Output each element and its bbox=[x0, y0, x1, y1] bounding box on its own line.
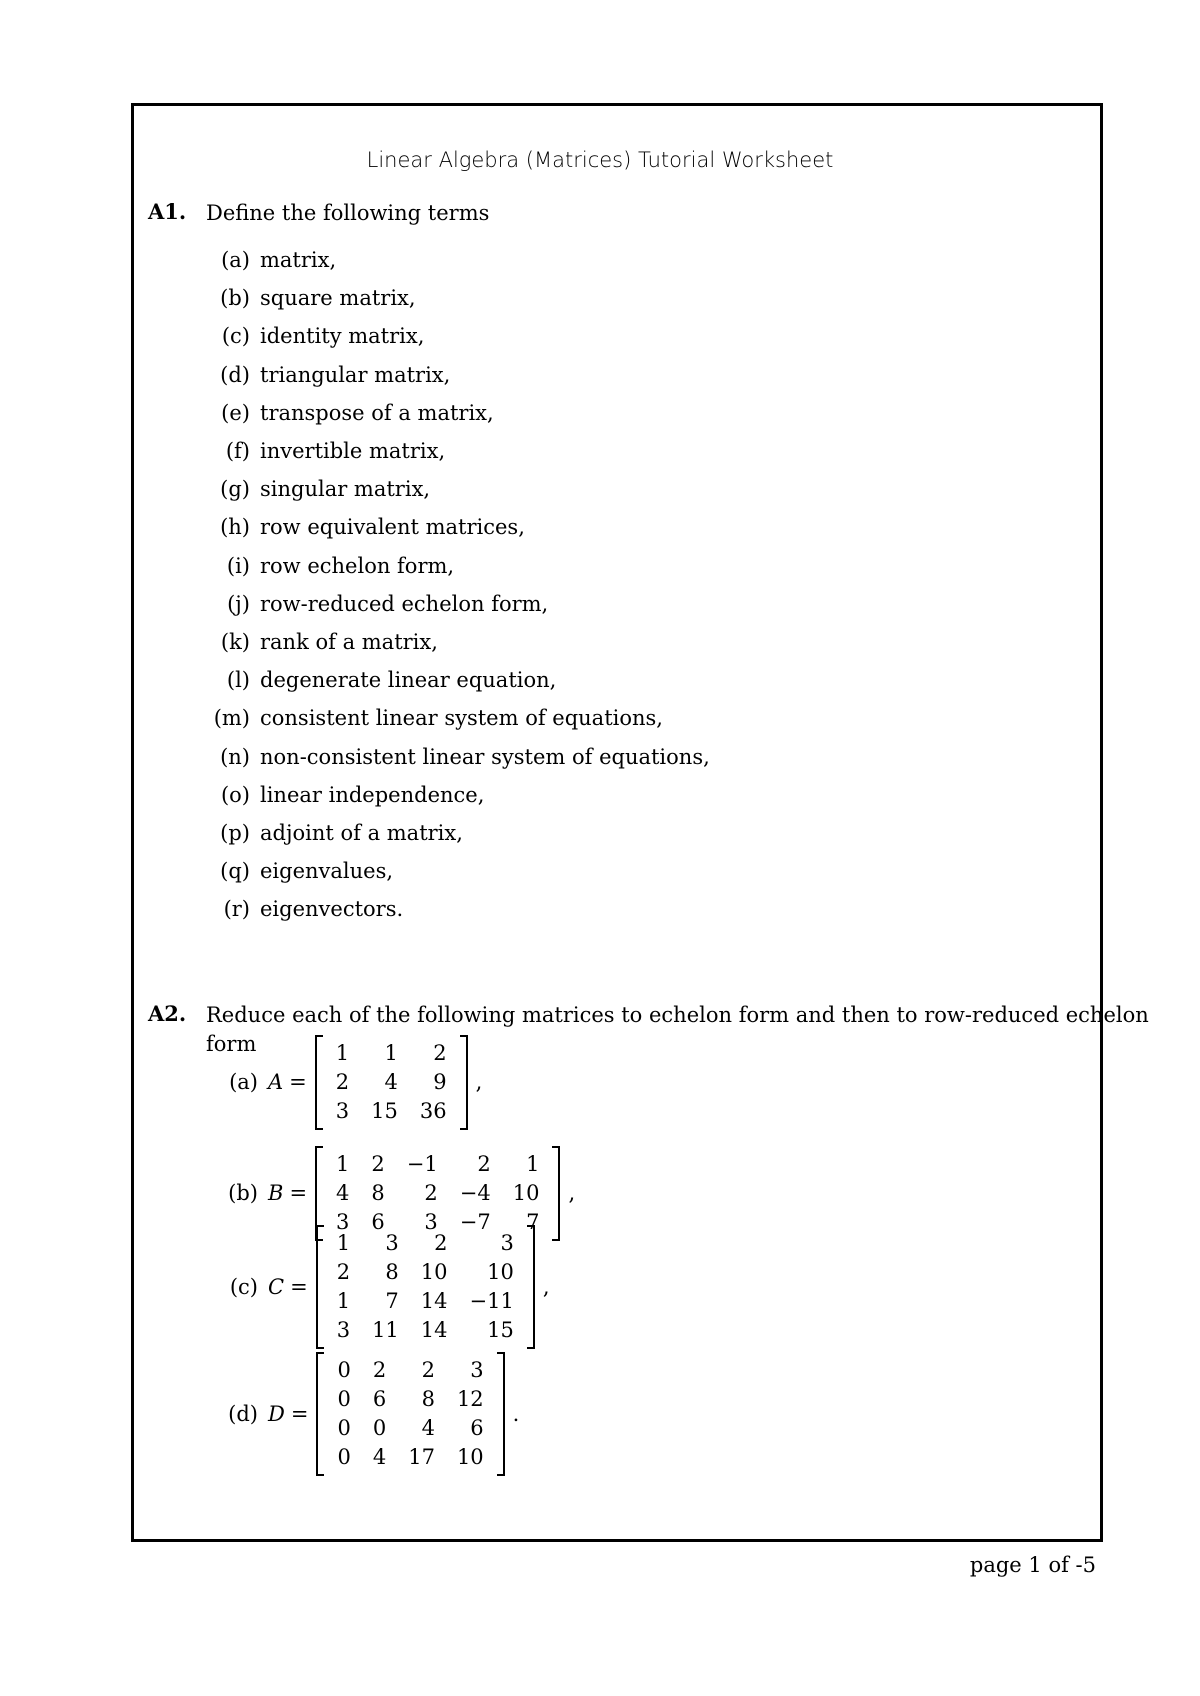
matrix-punctuation: . bbox=[512, 1402, 520, 1426]
equals-sign: = bbox=[290, 1402, 309, 1426]
matrix-cell: 0 bbox=[337, 1445, 351, 1469]
matrix-cell: 6 bbox=[470, 1416, 484, 1440]
matrix-row bbox=[325, 1179, 550, 1208]
list-item-label: (r) bbox=[223, 897, 250, 922]
list-item-label: (o) bbox=[220, 782, 250, 807]
matrix-cell: −4 bbox=[459, 1180, 491, 1205]
list-item-text: degenerate linear equation, bbox=[260, 668, 557, 693]
list-item-label: (p) bbox=[220, 821, 250, 845]
matrix-cell: 7 bbox=[526, 1209, 540, 1234]
equals-sign: = bbox=[290, 1275, 308, 1299]
matrix-row bbox=[326, 1385, 494, 1414]
list-item-label: (h) bbox=[220, 515, 250, 540]
list-item-text: singular matrix, bbox=[260, 477, 431, 502]
list-item-text: linear independence, bbox=[260, 782, 485, 807]
matrix-cell: 2 bbox=[335, 1069, 350, 1094]
matrix-row bbox=[326, 1356, 494, 1385]
matrix-table bbox=[325, 1150, 550, 1237]
list-item bbox=[196, 437, 445, 465]
matrix-cell: 3 bbox=[424, 1209, 438, 1234]
matrix-cell: 10 bbox=[512, 1180, 540, 1205]
list-item-text: transpose of a matrix, bbox=[260, 400, 494, 425]
question-a2-text-line2: form bbox=[206, 1032, 257, 1056]
matrix-cell: 0 bbox=[372, 1416, 387, 1440]
matrix-cell: 1 bbox=[526, 1151, 540, 1176]
matrix-cell: 2 bbox=[424, 1180, 438, 1205]
matrix-item-label: (d) bbox=[228, 1402, 258, 1426]
list-item-text: matrix, bbox=[260, 248, 337, 272]
matrix-cell: 6 bbox=[371, 1209, 385, 1234]
matrix-cell: 2 bbox=[434, 1231, 448, 1255]
matrix-cell: 8 bbox=[371, 1180, 385, 1205]
matrix-cell: 4 bbox=[421, 1416, 435, 1440]
matrix-cell: 4 bbox=[336, 1180, 350, 1205]
list-item-label: (l) bbox=[226, 668, 250, 693]
page-number: page 1 of -5 bbox=[969, 1553, 1096, 1577]
list-item-label: (d) bbox=[220, 362, 250, 387]
equals-sign: = bbox=[289, 1070, 307, 1094]
matrix-item bbox=[210, 1148, 575, 1239]
matrix-row bbox=[326, 1316, 525, 1345]
matrix-cell: 2 bbox=[372, 1358, 387, 1382]
list-item bbox=[196, 628, 438, 656]
matrix-cell: 15 bbox=[371, 1098, 398, 1123]
matrix-item bbox=[210, 1354, 519, 1474]
page-title: Linear Algebra (Matrices) Tutorial Worksheet bbox=[366, 148, 834, 172]
list-item-text: rank of a matrix, bbox=[260, 630, 438, 654]
matrix-cell: 2 bbox=[433, 1040, 447, 1065]
matrix-cell: 8 bbox=[385, 1260, 399, 1284]
list-item-text: row-reduced echelon form, bbox=[260, 591, 549, 616]
list-item bbox=[196, 246, 336, 274]
matrix-cell: 0 bbox=[337, 1387, 351, 1411]
list-item-text: non-consistent linear system of equations, bbox=[260, 744, 710, 769]
matrix-cell: 36 bbox=[419, 1098, 447, 1123]
matrix-cell: 2 bbox=[336, 1260, 351, 1284]
matrix-name: B bbox=[268, 1181, 284, 1205]
list-item-label: (c) bbox=[221, 324, 250, 349]
list-item bbox=[196, 513, 525, 541]
matrix-cell: 3 bbox=[470, 1358, 484, 1382]
equals-sign: = bbox=[289, 1181, 308, 1205]
list-item bbox=[196, 590, 548, 618]
question-a1-label: A1. bbox=[148, 199, 187, 224]
question-a2-text-line1: Reduce each of the following matrices to echelon form and then to row-reduced echelon bbox=[206, 1003, 1149, 1027]
matrix-cell: 10 bbox=[420, 1260, 448, 1284]
matrix-cell: 10 bbox=[456, 1445, 484, 1469]
matrix-bracket bbox=[316, 1227, 535, 1347]
matrix-cell: 3 bbox=[336, 1209, 350, 1234]
matrix-cell: 1 bbox=[336, 1151, 350, 1176]
matrix-cell: 15 bbox=[487, 1318, 514, 1342]
list-item bbox=[196, 895, 403, 923]
matrix-punctuation: , bbox=[568, 1181, 576, 1205]
matrix-cell: 4 bbox=[372, 1445, 387, 1469]
list-item-text: triangular matrix, bbox=[260, 362, 451, 387]
matrix-cell: 6 bbox=[372, 1387, 387, 1411]
list-item-label: (j) bbox=[227, 591, 250, 616]
matrix-table bbox=[326, 1356, 494, 1472]
list-item-text: consistent linear system of equations, bbox=[260, 706, 663, 731]
list-item-label: (n) bbox=[220, 744, 250, 769]
matrix-cell: 1 bbox=[336, 1231, 351, 1255]
list-item bbox=[196, 704, 663, 732]
matrix-cell: 4 bbox=[384, 1069, 398, 1094]
matrix-cell: 1 bbox=[384, 1040, 398, 1065]
question-a1-text: Define the following terms bbox=[206, 201, 490, 225]
list-item-text: adjoint of a matrix, bbox=[260, 821, 463, 845]
matrix-row bbox=[325, 1068, 458, 1097]
matrix-cell: 7 bbox=[385, 1289, 399, 1313]
list-item-label: (b) bbox=[220, 286, 250, 311]
matrix-cell: 3 bbox=[385, 1231, 399, 1255]
list-item bbox=[196, 475, 430, 503]
matrix-cell: 3 bbox=[500, 1231, 514, 1255]
matrix-row bbox=[326, 1287, 525, 1316]
matrix-row bbox=[326, 1443, 494, 1472]
list-item bbox=[196, 743, 710, 771]
matrix-bracket bbox=[315, 1037, 468, 1128]
matrix-cell: 14 bbox=[420, 1289, 448, 1313]
matrix-cell: 8 bbox=[421, 1387, 435, 1411]
matrix-name: C bbox=[268, 1275, 285, 1299]
list-item bbox=[196, 781, 484, 809]
matrix-row bbox=[326, 1414, 494, 1443]
matrix-cell: 3 bbox=[336, 1318, 351, 1342]
matrix-punctuation: , bbox=[542, 1275, 550, 1299]
list-item-label: (f) bbox=[225, 439, 250, 463]
list-item-label: (k) bbox=[220, 630, 250, 654]
list-item-text: identity matrix, bbox=[260, 324, 425, 349]
list-item bbox=[196, 819, 463, 847]
matrix-cell: 17 bbox=[408, 1445, 435, 1469]
matrix-item-label: (b) bbox=[228, 1181, 258, 1205]
matrix-punctuation: , bbox=[475, 1070, 483, 1094]
matrix-name: A bbox=[268, 1070, 284, 1094]
list-item-text: row echelon form, bbox=[260, 553, 455, 578]
matrix-row bbox=[325, 1039, 458, 1068]
matrix-cell: −1 bbox=[406, 1151, 438, 1176]
matrix-cell: 10 bbox=[487, 1260, 514, 1284]
matrix-table bbox=[325, 1039, 458, 1126]
matrix-cell: 11 bbox=[372, 1318, 399, 1342]
list-item-label: (i) bbox=[226, 553, 250, 578]
list-item-text: eigenvectors. bbox=[260, 897, 404, 922]
matrix-cell: 0 bbox=[337, 1358, 351, 1382]
matrix-cell: −7 bbox=[459, 1209, 491, 1234]
list-item-text: invertible matrix, bbox=[260, 439, 446, 463]
list-item-text: square matrix, bbox=[260, 286, 416, 311]
matrix-row bbox=[326, 1258, 525, 1287]
matrix-item bbox=[210, 1227, 550, 1347]
list-item-label: (a) bbox=[221, 248, 250, 272]
matrix-cell: −11 bbox=[469, 1289, 514, 1313]
list-item-label: (q) bbox=[220, 859, 250, 884]
matrix-cell: 1 bbox=[335, 1040, 350, 1065]
matrix-row bbox=[325, 1150, 550, 1179]
list-item-label: (m) bbox=[213, 706, 250, 731]
list-item bbox=[196, 399, 494, 427]
matrix-cell: 1 bbox=[336, 1289, 351, 1313]
list-item bbox=[196, 322, 424, 350]
matrix-table bbox=[326, 1229, 525, 1345]
matrix-cell: 12 bbox=[456, 1387, 484, 1411]
list-item-label: (e) bbox=[221, 400, 250, 425]
matrix-name: D bbox=[268, 1402, 285, 1426]
list-item bbox=[196, 857, 393, 885]
matrix-bracket bbox=[316, 1354, 504, 1474]
matrix-item-label: (a) bbox=[229, 1070, 258, 1094]
list-item bbox=[196, 361, 450, 389]
matrix-item bbox=[210, 1037, 482, 1128]
list-item-text: eigenvalues, bbox=[260, 859, 394, 884]
matrix-cell: 2 bbox=[421, 1358, 435, 1382]
list-item-label: (g) bbox=[220, 477, 250, 502]
matrix-cell: 9 bbox=[433, 1069, 447, 1094]
matrix-cell: 2 bbox=[371, 1151, 385, 1176]
matrix-cell: 0 bbox=[337, 1416, 351, 1440]
matrix-bracket bbox=[315, 1148, 560, 1239]
matrix-row bbox=[325, 1097, 458, 1126]
question-a2-label: A2. bbox=[148, 1001, 187, 1026]
matrix-cell: 2 bbox=[477, 1151, 491, 1176]
list-item-text: row equivalent matrices, bbox=[260, 515, 525, 540]
list-item bbox=[196, 552, 454, 580]
list-item bbox=[196, 284, 416, 312]
matrix-row bbox=[326, 1229, 525, 1258]
matrix-cell: 3 bbox=[335, 1098, 350, 1123]
matrix-item-label: (c) bbox=[229, 1275, 258, 1299]
matrix-cell: 14 bbox=[420, 1318, 448, 1342]
list-item bbox=[196, 666, 556, 694]
